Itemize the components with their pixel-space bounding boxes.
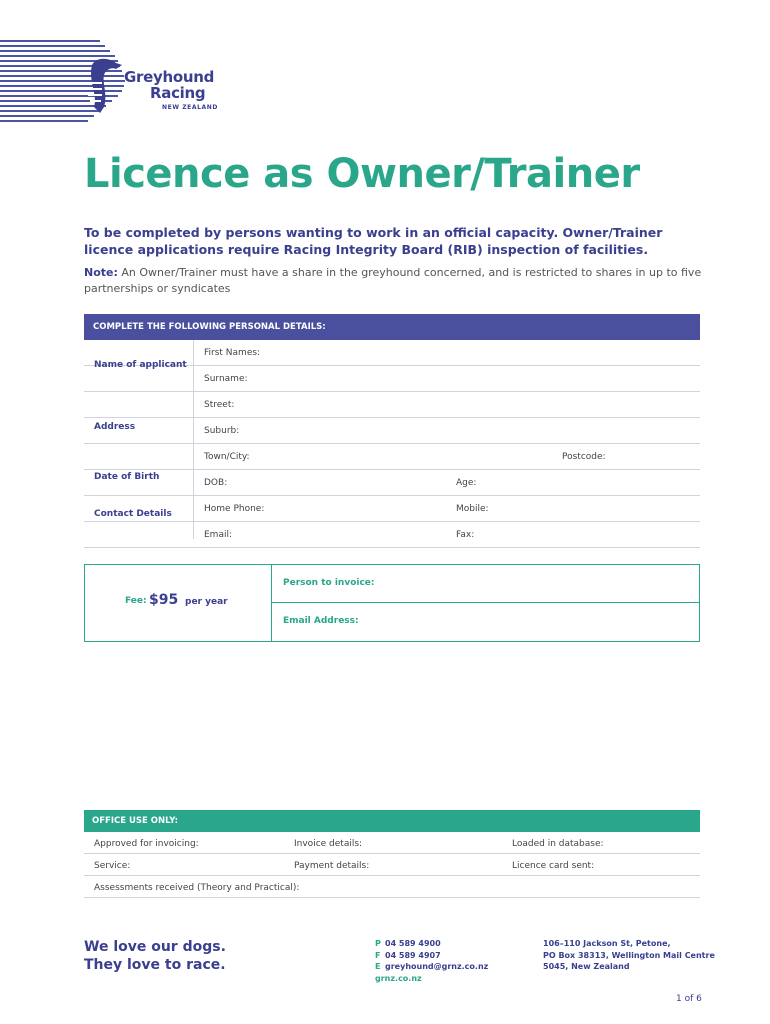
footer-address: [543, 938, 715, 973]
fee-label: Fee:: [125, 596, 147, 606]
surname-label: Surname:: [204, 374, 248, 384]
email-address-field[interactable]: Email Address:: [283, 616, 359, 626]
personal-details-table: [84, 314, 700, 548]
invoice-details-label: Invoice details:: [294, 839, 363, 849]
service-label: Service:: [94, 861, 131, 871]
name-of-applicant-label: Name of applicant: [94, 360, 187, 370]
email-line: [375, 961, 488, 973]
address-line-3: 5045, New Zealand: [543, 962, 630, 971]
phone-line: [375, 938, 488, 950]
office-row-2[interactable]: [84, 854, 700, 876]
phone-key: P: [375, 939, 381, 948]
suburb-label: Suburb:: [204, 426, 240, 436]
dob-row[interactable]: [84, 470, 700, 496]
website-link[interactable]: grnz.co.nz: [375, 973, 422, 983]
office-row-3[interactable]: [84, 876, 700, 898]
home-phone-label: Home Phone:: [204, 504, 265, 514]
office-use-header: OFFICE USE ONLY:: [84, 810, 700, 832]
email-value[interactable]: greyhound@grnz.co.nz: [385, 962, 489, 971]
email-row[interactable]: [84, 522, 700, 548]
greyhound-logo-icon: [82, 55, 124, 115]
fax-line: [375, 950, 488, 962]
date-of-birth-label: Date of Birth: [94, 472, 160, 482]
address-label: Address: [94, 422, 136, 432]
email-label: Email:: [204, 530, 233, 540]
intro-text: To be completed by persons wanting to work in an official capacity. Owner/Trainer licence applications require Racing Integrity Board (RIB) inspection of facilities.: [84, 225, 663, 257]
fax-key: F: [375, 950, 381, 960]
fee-box: [84, 564, 700, 642]
assessments-label: Assessments received (Theory and Practical):: [94, 883, 300, 893]
street-label: Street:: [204, 400, 235, 410]
fee-amount: $95: [149, 592, 179, 608]
note-body: An Owner/Trainer must have a share in the greyhound concerned, and is restricted to shares in up to five partnerships or syndicates: [84, 266, 702, 295]
footer-contact: [375, 938, 488, 984]
phone-value: 04 589 4900: [385, 939, 441, 948]
fax-value: 04 589 4907: [385, 950, 441, 960]
home-phone-row[interactable]: [84, 496, 700, 522]
note-text: [84, 265, 704, 297]
payment-details-label: Payment details:: [294, 861, 370, 871]
loaded-label: Loaded in database:: [512, 839, 604, 849]
tagline-line-1: We love our dogs.: [84, 939, 226, 955]
page-title: Licence as Owner/Trainer: [84, 151, 640, 197]
fax-label: Fax:: [456, 530, 475, 540]
contact-details-label: Contact Details: [94, 509, 172, 519]
fee-cell: [85, 565, 272, 641]
logo-text-greyhound: Greyhound: [124, 68, 215, 86]
address-line-2: PO Box 38313, Wellington Mail Centre: [543, 950, 715, 960]
approved-label: Approved for invoicing:: [94, 839, 199, 849]
personal-details-header: COMPLETE THE FOLLOWING PERSONAL DETAILS:: [84, 314, 700, 340]
dob-label: DOB:: [204, 478, 228, 488]
first-names-label: First Names:: [204, 348, 261, 358]
footer-tagline: [84, 938, 226, 974]
card-sent-label: Licence card sent:: [512, 861, 595, 871]
suburb-row[interactable]: [84, 418, 700, 444]
office-row-1[interactable]: [84, 832, 700, 854]
street-row[interactable]: [84, 392, 700, 418]
logo-text-racing: Racing: [150, 84, 206, 102]
town-row[interactable]: [84, 444, 700, 470]
postcode-label: Postcode:: [562, 452, 606, 462]
office-use-table: [84, 810, 700, 898]
logo-text-nz: NEW ZEALAND: [162, 104, 218, 111]
tagline-line-2: They love to race.: [84, 957, 226, 973]
fee-per-year: per year: [185, 597, 228, 607]
mobile-label: Mobile:: [456, 504, 489, 514]
note-label: Note:: [84, 266, 118, 279]
person-to-invoice-field[interactable]: Person to invoice:: [272, 565, 699, 603]
town-label: Town/City:: [204, 452, 250, 462]
page-number: 1 of 6: [676, 994, 702, 1004]
address-line-1: 106–110 Jackson St, Petone,: [543, 939, 671, 948]
email-key: E: [375, 962, 381, 971]
invoice-cells: [272, 565, 699, 641]
age-label: Age:: [456, 478, 477, 488]
